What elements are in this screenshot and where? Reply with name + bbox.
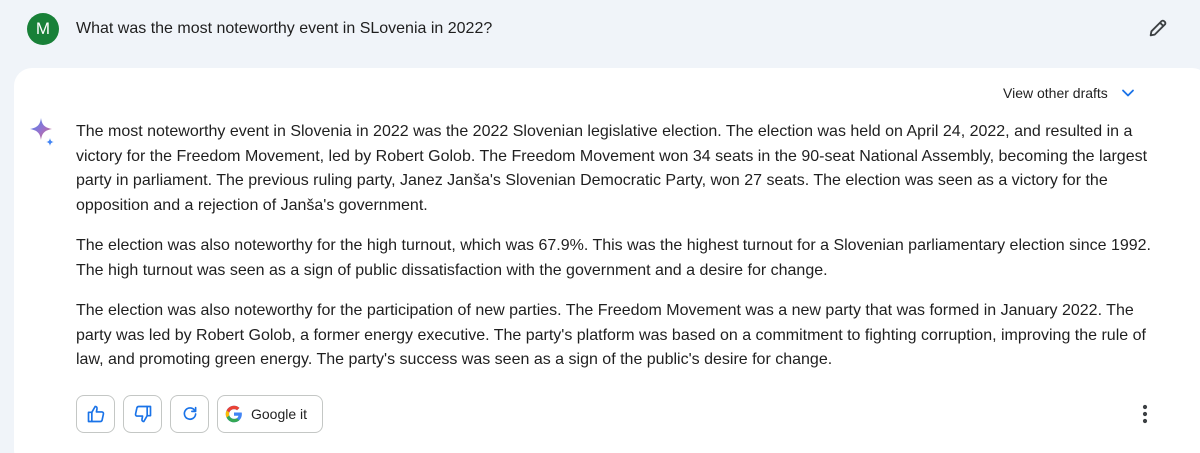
pencil-icon	[1147, 17, 1169, 39]
response-text	[76, 120, 1156, 389]
user-query-row	[0, 0, 1200, 58]
thumbs-up-icon	[86, 404, 106, 424]
response-actions	[76, 395, 323, 435]
user-query-text: What was the most noteworthy event in SLovenia in 2022?	[76, 20, 493, 37]
thumbs-up-button[interactable]	[76, 395, 115, 433]
google-it-button[interactable]	[217, 395, 323, 433]
chevron-down-icon	[1120, 85, 1136, 101]
response-paragraph: The election was also noteworthy for the participation of new parties. The Freedom Movement was a new party that was formed in January 2022. The party was led by Robert Golob, a former energy executive. The party's platform was based on a commitment to fighting corruption, improving the rule of law, and promoting green energy. The party's success was seen as a sign of the public's desire for change.	[76, 302, 1146, 368]
google-g-icon	[225, 405, 243, 423]
edit-query-button[interactable]	[1144, 14, 1172, 42]
refresh-icon	[181, 405, 199, 423]
google-it-label: Google it	[251, 406, 308, 422]
regenerate-button[interactable]	[170, 395, 209, 433]
sparkle-icon	[28, 116, 58, 150]
response-paragraph: The election was also noteworthy for the high turnout, which was 67.9%. This was the highest turnout for a Slovenian parliamentary election since 1992. The high turnout was seen as a sign of public dissatisfaction with the government and a desire for change.	[76, 237, 1151, 279]
more-vert-icon	[1142, 404, 1148, 424]
response-paragraph: The most noteworthy event in Slovenia in 2022 was the 2022 Slovenian legislative election. The election was held on April 24, 2022, and resulted in a victory for the Freedom Movement, led by Robert Golob. The Freedom Movement won 34 seats in the 90-seat National Assembly, becoming the largest party in parliament. The previous ruling party, Janez Janša's Slovenian Democratic Party, won 27 seats. The election was seen as a victory for the opposition and a rejection of Janša's government.	[76, 123, 1148, 214]
thumbs-down-icon	[133, 404, 153, 424]
view-other-drafts-label: View other drafts	[1003, 85, 1108, 101]
view-other-drafts-button[interactable]	[1003, 82, 1136, 104]
more-options-button[interactable]	[1133, 400, 1157, 428]
thumbs-down-button[interactable]	[123, 395, 162, 433]
user-avatar[interactable]: M	[27, 13, 59, 45]
